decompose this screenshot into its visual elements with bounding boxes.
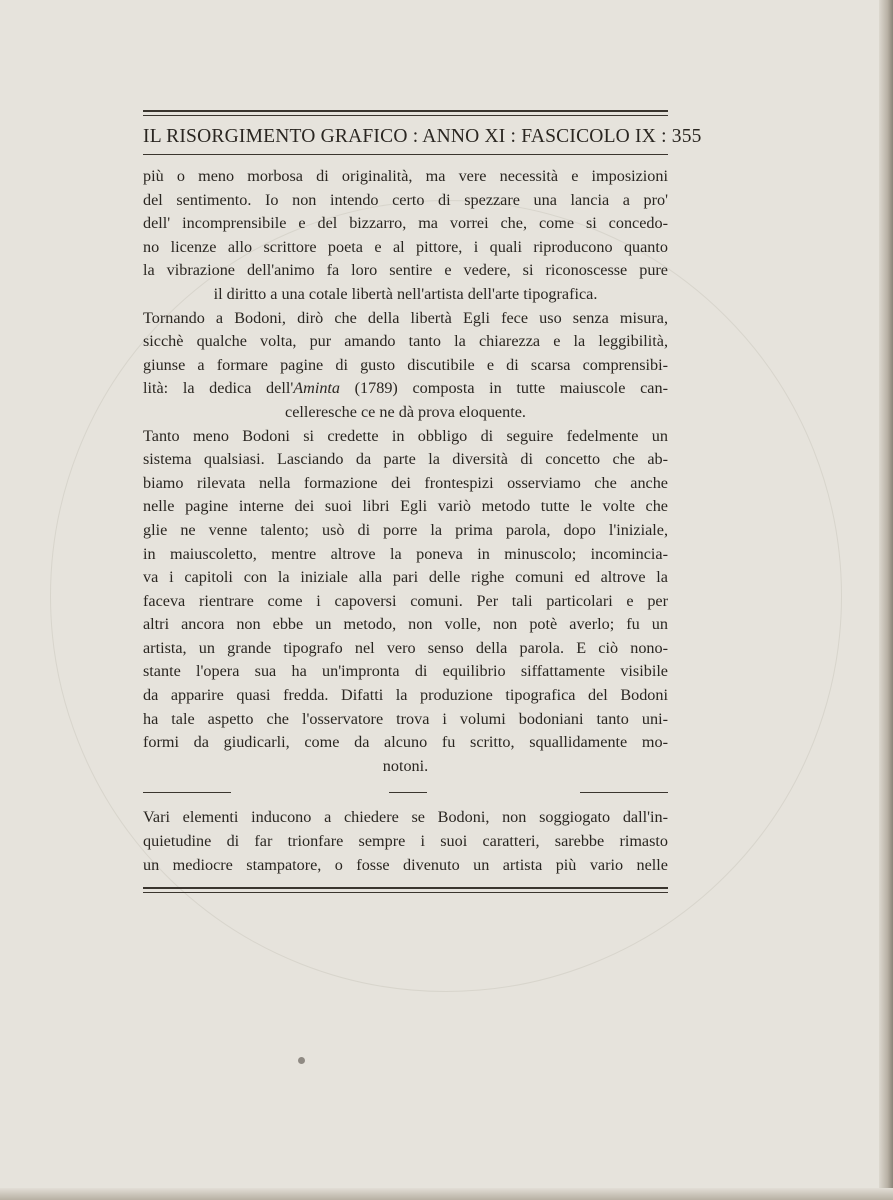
- ink-spot: [298, 1057, 305, 1064]
- top-double-rule: [143, 110, 668, 116]
- text-fragment: lità: la dedica dell': [143, 379, 294, 398]
- header-rule: [143, 154, 668, 155]
- paragraph-3: [143, 425, 668, 779]
- text-line: celleresche ce ne dà prova eloquente.: [285, 402, 526, 421]
- paragraph-2: [143, 307, 668, 425]
- text-line: faceva rientrare come i capoversi comuni. Per tali particolari e per: [143, 591, 668, 610]
- text-line: la vibrazione dell'animo fa loro sentire e vedere, si riconoscesse pure: [143, 261, 668, 280]
- page-bottom-edge: [0, 1188, 893, 1200]
- text-line: sistema qualsiasi. Lasciando da parte la diversità di concetto che ab-: [143, 450, 668, 469]
- text-line: da apparire quasi fredda. Difatti la produzione tipografica del Bodoni: [143, 686, 668, 705]
- text-line: formi da giudicarli, come da alcuno fu scritto, squallidamente mo-: [143, 733, 668, 752]
- text-line: sicchè qualche volta, pur amando tanto la chiarezza e la leggibilità,: [143, 332, 668, 351]
- text-line: altri ancora non ebbe un metodo, non volle, non potè averlo; fu un: [143, 615, 668, 634]
- separator-rule-center: [389, 792, 427, 793]
- text-line: no licenze allo scrittore poeta e al pittore, i quali riproducono quanto: [143, 237, 668, 256]
- text-line: in maiuscoletto, mentre altrove la poneva in minuscolo; incomincia-: [143, 544, 668, 563]
- text-line: Tornando a Bodoni, dirò che della libertà Egli fece uso senza misura,: [143, 308, 668, 327]
- text-line: stante l'opera sua ha un'impronta di equilibrio siffattamente visibile: [143, 662, 668, 681]
- text-line: dell' incomprensibile e del bizzarro, ma vorrei che, come si concedo-: [143, 214, 668, 233]
- bottom-double-rule: [143, 887, 668, 893]
- separator-rule-right: [580, 792, 668, 793]
- body-text: [143, 165, 668, 877]
- text-fragment: (1789) composta in tutte maiuscole can-: [340, 379, 668, 398]
- text-line: più o meno morbosa di originalità, ma vere necessità e imposizioni: [143, 167, 668, 185]
- section-separator: [143, 782, 668, 806]
- text-line: ha tale aspetto che l'osservatore trova i volumi bodoniani tanto uni-: [143, 709, 668, 728]
- text-line: glie ne venne talento; usò di porre la prima parola, dopo l'iniziale,: [143, 520, 668, 539]
- text-column: [143, 110, 702, 893]
- text-line: Tanto meno Bodoni si credette in obbligo di seguire fedelmente un: [143, 426, 668, 445]
- text-line: un mediocre stampatore, o fosse divenuto un artista più vario nelle: [143, 855, 668, 874]
- text-line: del sentimento. Io non intendo certo di spezzare una lancia a pro': [143, 190, 668, 209]
- paragraph-1: [143, 165, 668, 307]
- separator-rule-left: [143, 792, 231, 793]
- text-line: quietudine di far trionfare sempre i suoi caratteri, sarebbe rimasto: [143, 832, 668, 851]
- running-head: IL RISORGIMENTO GRAFICO : ANNO XI : FASCICOLO IX : 355: [143, 126, 702, 147]
- text-line: [143, 377, 668, 401]
- page-edge: [879, 0, 893, 1200]
- paragraph-4: [143, 806, 668, 877]
- book-title-italic: Aminta: [293, 379, 341, 398]
- text-line: artista, un grande tipografo nel vero senso della parola. E ciò nono-: [143, 638, 668, 657]
- text-line: notoni.: [382, 756, 429, 775]
- text-line: biamo rilevata nella formazione dei frontespizi osserviamo che anche: [143, 473, 668, 492]
- text-line: va i capitoli con la iniziale alla pari delle righe comuni ed altrove la: [143, 568, 668, 587]
- text-line: il diritto a una cotale libertà nell'artista dell'arte tipografica.: [213, 284, 598, 303]
- text-line: Vari elementi inducono a chiedere se Bodoni, non soggiogato dall'in-: [143, 808, 668, 827]
- text-line: giunse a formare pagine di gusto discutibile e di scarsa comprensibi-: [143, 355, 668, 374]
- text-line: nelle pagine interne dei suoi libri Egli variò metodo tutte le volte che: [143, 497, 668, 516]
